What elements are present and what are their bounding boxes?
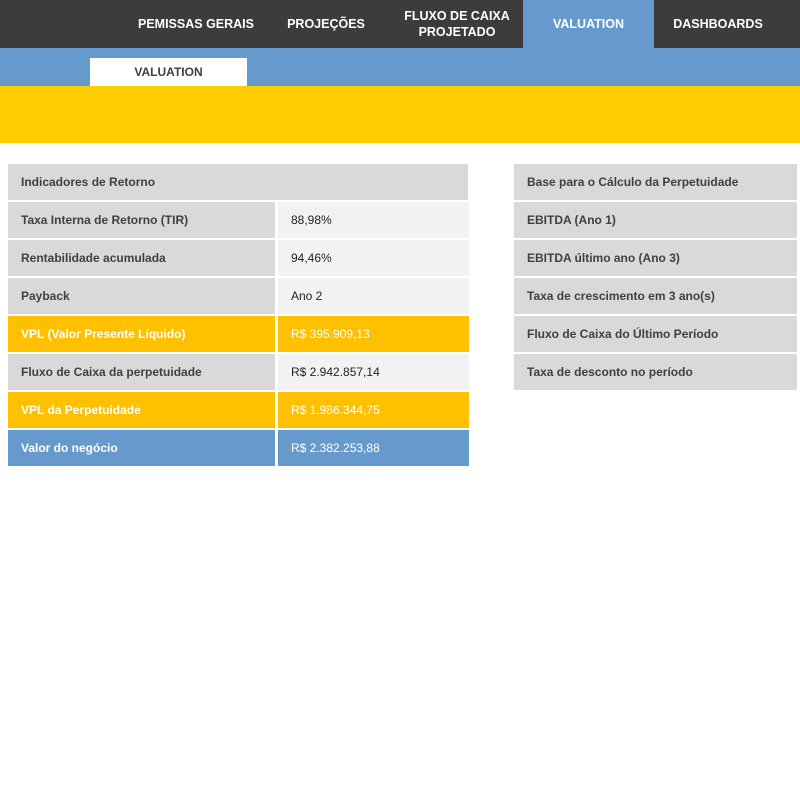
nav-tab-premissas-gerais[interactable]: PEMISSAS GERAIS: [138, 17, 254, 31]
indicator-value-valor-negocio: R$ 2.382.253,88: [278, 430, 469, 466]
indicator-label-vpl-perpetuidade: VPL da Perpetuidade: [8, 392, 275, 428]
perpetuity-row-taxa-desconto: Taxa de desconto no período: [514, 354, 797, 390]
perpetuity-row-ebitda-ultimo-ano: EBITDA último ano (Ano 3): [514, 240, 797, 276]
indicator-value-rentabilidade: 94,46%: [278, 240, 469, 276]
nav-tab-valuation[interactable]: VALUATION: [523, 0, 654, 48]
perpetuity-header: Base para o Cálculo da Perpetuidade: [514, 164, 797, 200]
indicator-label-tir: Taxa Interna de Retorno (TIR): [8, 202, 275, 238]
nav-tab-projecoes[interactable]: PROJEÇÕES: [287, 17, 365, 31]
perpetuity-row-taxa-crescimento: Taxa de crescimento em 3 ano(s): [514, 278, 797, 314]
indicator-label-rentabilidade: Rentabilidade acumulada: [8, 240, 275, 276]
perpetuity-row-fluxo-ultimo-periodo: Fluxo de Caixa do Último Período: [514, 316, 797, 352]
perpetuity-row-ebitda-ano1: EBITDA (Ano 1): [514, 202, 797, 238]
indicator-value-vpl: R$ 395.909,13: [278, 316, 469, 352]
subtab-valuation[interactable]: VALUATION: [90, 58, 247, 86]
indicator-value-tir: 88,98%: [278, 202, 469, 238]
nav-tab-fluxo-de-caixa[interactable]: FLUXO DE CAIXA PROJETADO: [404, 9, 510, 39]
nav-tab-dashboards[interactable]: DASHBOARDS: [673, 17, 763, 31]
indicator-label-payback: Payback: [8, 278, 275, 314]
indicator-value-payback: Ano 2: [278, 278, 469, 314]
title-band: [0, 86, 800, 143]
indicator-value-vpl-perpetuidade: R$ 1.986.344,75: [278, 392, 469, 428]
indicator-label-valor-negocio: Valor do negócio: [8, 430, 275, 466]
top-navigation: [0, 0, 800, 48]
indicator-label-fluxo-perpetuidade: Fluxo de Caixa da perpetuidade: [8, 354, 275, 390]
indicator-label-vpl: VPL (Valor Presente Líquido): [8, 316, 275, 352]
indicators-header: Indicadores de Retorno: [8, 164, 468, 200]
indicator-value-fluxo-perpetuidade: R$ 2.942.857,14: [278, 354, 469, 390]
